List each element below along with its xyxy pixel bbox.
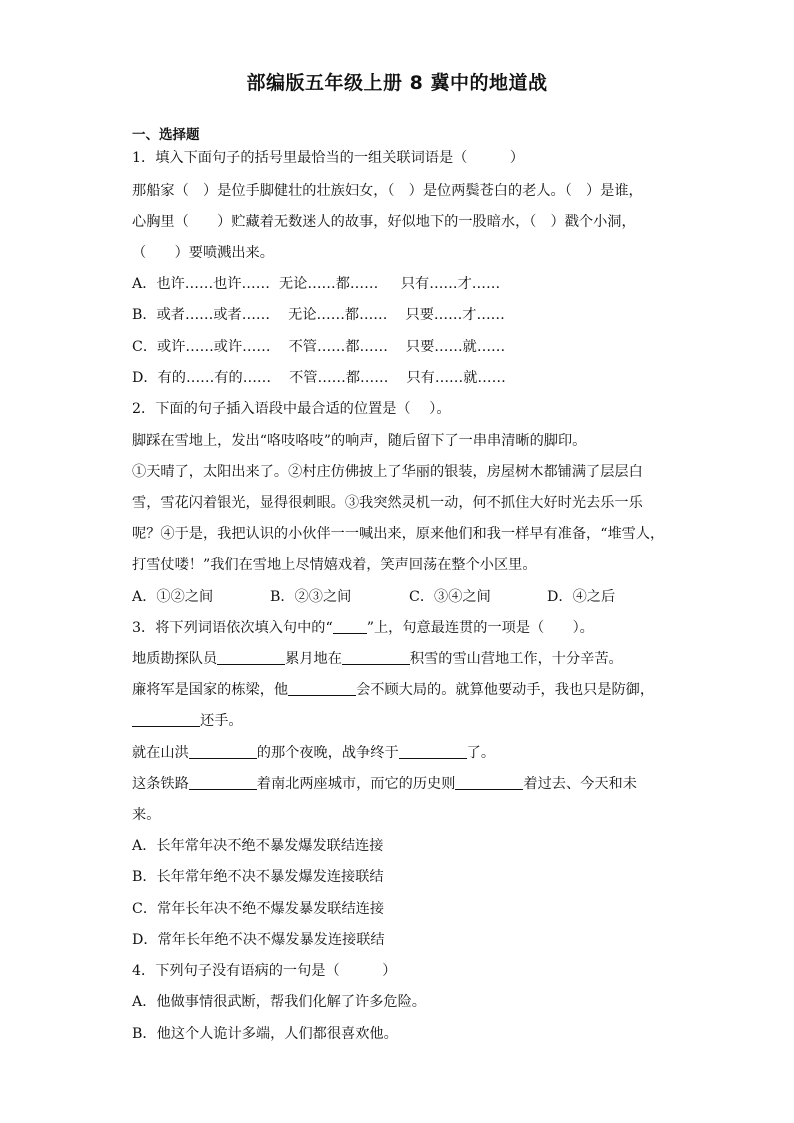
sentence-text: 了。 <box>466 745 496 761</box>
question-2-passage-line: 雪，雪花闪着银光，显得很刺眼。③我突然灵机一动，何不抓住大好时光去乐一乐 <box>132 495 643 511</box>
question-1-passage-line: 那船家（ ）是位手脚健壮的壮族妇女，（ ）是位两鬓苍白的老人。（ ）是谁， <box>132 183 643 199</box>
fill-blank <box>132 712 200 727</box>
question-3-sentence-2 <box>132 680 662 700</box>
question-2-passage-line: ①天晴了，太阳出来了。②村庄仿佛披上了华丽的银装，房屋树木都铺满了层层白 <box>132 464 643 480</box>
question-2-option-a: A．①②之间 <box>132 589 214 605</box>
fill-blank <box>342 650 410 665</box>
question-2-option-c: C．③④之间 <box>409 589 491 605</box>
question-1-passage-line: 心胸里（ ）贮藏着无数迷人的故事，好似地下的一股暗水，（ ）戳个小洞， <box>132 214 636 230</box>
question-2-option-b: B．②③之间 <box>270 589 352 605</box>
question-1-option-d: D．有的……有的…… 不管……都…… 只有……就…… <box>132 370 506 386</box>
sentence-text: 的那个夜晚，战争终于 <box>256 745 399 761</box>
sentence-text: 着过去、今天和未 <box>523 776 637 792</box>
question-1-option-b: B．或者……或者…… 无论……都…… 只要……才…… <box>132 307 505 323</box>
sentence-text: 着南北两座城市，而它的历史则 <box>256 776 456 792</box>
question-4-option-a: A．他做事情很武断，帮我们化解了许多危险。 <box>132 994 426 1010</box>
question-2-stem: 2．下面的句子插入语段中最合适的位置是（ ）。 <box>132 401 451 417</box>
fill-blank <box>189 744 257 759</box>
question-4-stem: 4．下列句子没有语病的一句是（ ） <box>132 963 397 979</box>
question-3-sentence-2-cont <box>132 711 662 731</box>
fill-blank <box>189 775 257 790</box>
question-2-option-d: D．④之后 <box>547 589 616 605</box>
question-3-stem-pre: 3．将下列词语依次填入句中的“ <box>132 620 333 636</box>
fill-blank <box>217 650 285 665</box>
question-3-sentence-3 <box>132 743 662 763</box>
question-3-option-a: A．长年常年决不绝不暴发爆发联结连接 <box>132 838 384 854</box>
question-3-stem-post: ”上，句意最连贯的一项是（ ）。 <box>366 620 594 636</box>
question-4-option-b: B．他这个人诡计多端，人们都很喜欢他。 <box>132 1026 398 1042</box>
sentence-text: 还手。 <box>200 713 243 729</box>
question-2-passage-line: 打雪仗喽！”我们在雪地上尽情嬉戏着，笑声回荡在整个小区里。 <box>132 557 537 573</box>
question-1-passage-line: （ ）要喷溅出来。 <box>132 245 274 261</box>
question-3-sentence-4 <box>132 774 662 794</box>
sentence-text: 廉将军是国家的栋梁，他 <box>132 682 289 698</box>
fill-blank <box>333 619 367 634</box>
sentence-text: 会不顾大局的。就算他要动手，我也只是防御， <box>356 682 655 698</box>
question-1-stem: 1．填入下面句子的括号里最恰当的一组关联词语是（ ） <box>132 150 525 166</box>
question-3-sentence-1 <box>132 649 662 669</box>
question-2-sentence: 脚踩在雪地上，发出“咯吱咯吱”的响声，随后留下了一串串清晰的脚印。 <box>132 433 587 449</box>
question-2-passage-line: 呢？④于是，我把认识的小伙伴一一喊出来，原来他们和我一样早有准备，“堆雪人， <box>132 526 665 542</box>
question-3-option-b: B．长年常年绝不决不暴发爆发连接联结 <box>132 869 384 885</box>
sentence-text: 就在山洪 <box>132 745 189 761</box>
question-3-sentence-4-cont: 来。 <box>132 807 161 823</box>
question-3-option-d: D．常年长年绝不决不爆发暴发连接联结 <box>132 932 385 948</box>
page-title: 部编版五年级上册 8 冀中的地道战 <box>246 72 548 94</box>
question-1-option-a: A．也许……也许…… 无论……都…… 只有……才…… <box>132 276 501 292</box>
sentence-text: 积雪的雪山营地工作，十分辛苦。 <box>409 651 623 667</box>
sentence-text: 地质勘探队员 <box>132 651 218 667</box>
fill-blank <box>455 775 523 790</box>
fill-blank <box>288 681 356 696</box>
sentence-text: 累月地在 <box>285 651 342 667</box>
question-3-option-c: C．常年长年决不绝不爆发暴发联结连接 <box>132 901 385 917</box>
sentence-text: 这条铁路 <box>132 776 189 792</box>
question-1-option-c: C．或许……或许…… 不管……都…… 只要……就…… <box>132 339 506 355</box>
question-3-stem <box>132 618 662 638</box>
fill-blank <box>399 744 467 759</box>
section-heading: 一、选择题 <box>132 127 200 143</box>
